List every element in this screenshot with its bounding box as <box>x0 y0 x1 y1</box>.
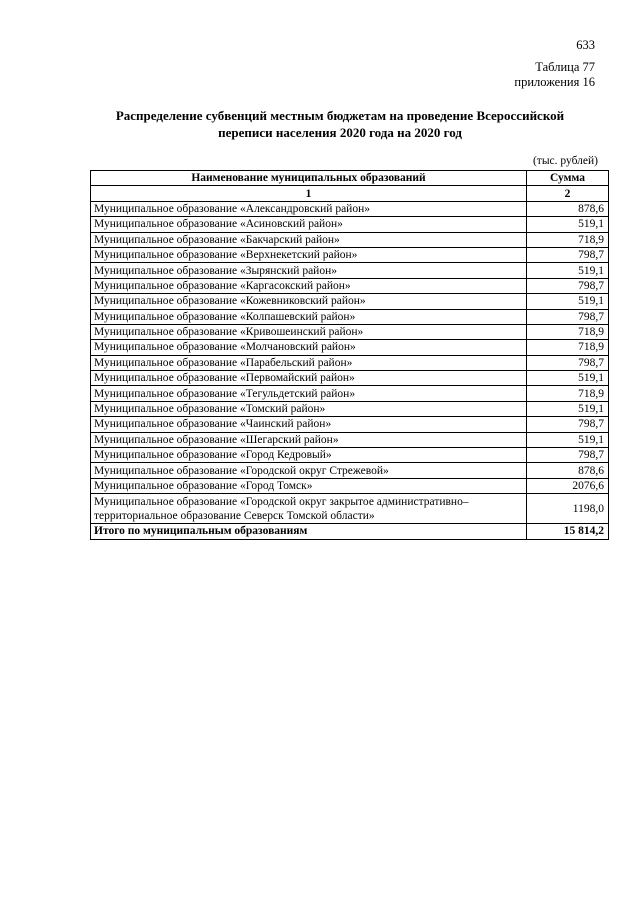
row-sum: 2076,6 <box>527 478 609 493</box>
table-row <box>91 263 609 278</box>
document-title <box>60 107 620 141</box>
table-row <box>91 340 609 355</box>
row-name-line-2: территориальное образование Северск Томской области» <box>94 509 375 522</box>
table-row <box>91 247 609 262</box>
row-name: Муниципальное образование «Чаинский район» <box>91 417 527 432</box>
table-row <box>91 371 609 386</box>
row-name: Муниципальное образование «Бакчарский район» <box>91 232 527 247</box>
table-row <box>91 448 609 463</box>
table-row <box>91 324 609 339</box>
table-row <box>91 478 609 493</box>
row-name: Муниципальное образование «Шегарский район» <box>91 432 527 447</box>
row-sum: 1198,0 <box>527 494 609 524</box>
row-name: Муниципальное образование «Первомайский район» <box>91 371 527 386</box>
row-sum: 798,7 <box>527 278 609 293</box>
row-sum: 519,1 <box>527 217 609 232</box>
table-row <box>91 401 609 416</box>
table-row <box>91 417 609 432</box>
total-label: Итого по муниципальным образованиям <box>91 524 527 539</box>
table-header-row <box>91 171 609 186</box>
row-name: Муниципальное образование «Молчановский район» <box>91 340 527 355</box>
header-sum: Сумма <box>527 171 609 186</box>
row-sum: 798,7 <box>527 417 609 432</box>
row-sum: 519,1 <box>527 432 609 447</box>
row-sum: 519,1 <box>527 294 609 309</box>
table-reference-line-2: приложения 16 <box>514 75 595 89</box>
row-name: Муниципальное образование «Город Кедровый» <box>91 448 527 463</box>
table-row <box>91 201 609 216</box>
row-sum: 519,1 <box>527 371 609 386</box>
row-sum: 878,6 <box>527 463 609 478</box>
table-row <box>91 278 609 293</box>
header-name: Наименование муниципальных образований <box>91 171 527 186</box>
table-row <box>91 463 609 478</box>
table-row <box>91 217 609 232</box>
row-name: Муниципальное образование «Кожевниковский район» <box>91 294 527 309</box>
table-row <box>91 232 609 247</box>
row-name: Муниципальное образование «Зырянский район» <box>91 263 527 278</box>
row-name: Муниципальное образование «Асиновский район» <box>91 217 527 232</box>
page-number: 633 <box>576 38 595 52</box>
table-row <box>91 294 609 309</box>
row-sum: 519,1 <box>527 401 609 416</box>
row-sum: 519,1 <box>527 263 609 278</box>
unit-label: (тыс. рублей) <box>532 155 598 167</box>
total-row <box>91 524 609 539</box>
row-name-line-1: Муниципальное образование «Городской округ закрытое административно– <box>94 495 469 508</box>
document-title-line-2: переписи населения 2020 года на 2020 год <box>218 125 462 140</box>
table-reference <box>514 60 595 90</box>
document-title-line-1: Распределение субвенций местным бюджетам на проведение Всероссийской <box>115 108 565 123</box>
table-row <box>91 432 609 447</box>
subvention-table <box>90 170 609 540</box>
row-sum: 798,7 <box>527 309 609 324</box>
row-name: Муниципальное образование «Кривошеинский район» <box>91 324 527 339</box>
row-name: Муниципальное образование «Городской округ Стрежевой» <box>91 463 527 478</box>
row-sum: 718,9 <box>527 232 609 247</box>
row-name: Муниципальное образование «Верхнекетский район» <box>91 247 527 262</box>
column-number-2: 2 <box>527 186 609 201</box>
table-row <box>91 386 609 401</box>
row-sum: 878,6 <box>527 201 609 216</box>
row-name: Муниципальное образование «Город Томск» <box>91 478 527 493</box>
row-name: Муниципальное образование «Парабельский район» <box>91 355 527 370</box>
row-name: Муниципальное образование «Колпашевский район» <box>91 309 527 324</box>
column-number-1: 1 <box>91 186 527 201</box>
row-name: Муниципальное образование «Томский район» <box>91 401 527 416</box>
row-sum: 798,7 <box>527 448 609 463</box>
row-sum: 798,7 <box>527 355 609 370</box>
row-name: Муниципальное образование «Александровский район» <box>91 201 527 216</box>
table-row <box>91 494 609 524</box>
row-sum: 718,9 <box>527 340 609 355</box>
column-number-row <box>91 186 609 201</box>
table-row <box>91 309 609 324</box>
row-name: Муниципальное образование «Тегульдетский район» <box>91 386 527 401</box>
row-name: Муниципальное образование «Каргасокский район» <box>91 278 527 293</box>
table-reference-line-1: Таблица 77 <box>535 60 595 74</box>
table-row <box>91 355 609 370</box>
row-name <box>91 494 527 524</box>
row-sum: 718,9 <box>527 324 609 339</box>
total-sum: 15 814,2 <box>527 524 609 539</box>
row-sum: 798,7 <box>527 247 609 262</box>
row-sum: 718,9 <box>527 386 609 401</box>
